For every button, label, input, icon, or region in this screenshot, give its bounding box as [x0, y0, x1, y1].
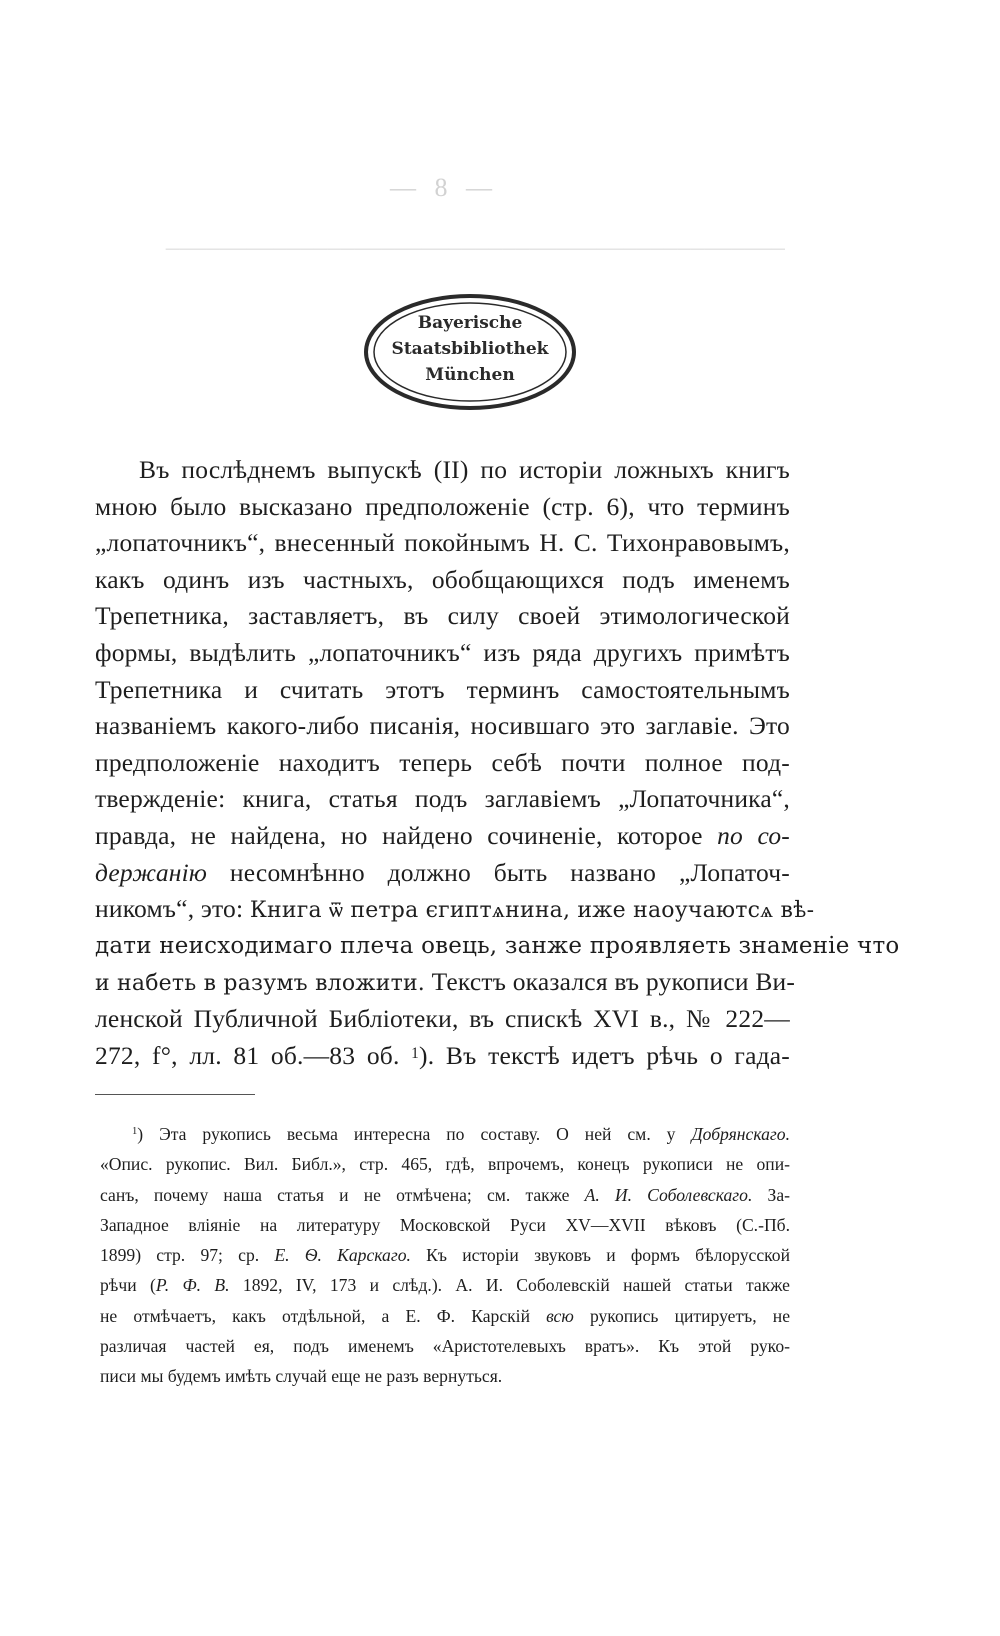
- italic-text: всю: [546, 1305, 574, 1326]
- footnote-line: [100, 1270, 790, 1300]
- body-text: ). Въ текстѣ идетъ рѣчь о гада-: [419, 1040, 790, 1070]
- body-line: формы, выдѣлить „лопаточникъ“ изъ ряда другихъ примѣтъ: [95, 637, 790, 667]
- body-text: несомнѣнно должно быть названо „Лопаточ-: [229, 857, 790, 887]
- body-text: правда, не найдена, но найдено сочиненіе, которое: [95, 820, 703, 850]
- page-number-bleed: — 8 —: [390, 173, 498, 202]
- body-line-slavonic: дати неисходимаго плеча овець, занже проявляеть знаменіе что: [95, 932, 900, 959]
- body-line: [95, 891, 815, 928]
- main-text: [95, 452, 900, 1074]
- footnote-divider: [95, 1094, 255, 1095]
- footnote-line: Западное вліяніе на литературу Московской Руси XV—XVII вѣковъ (С.-Пб.: [100, 1214, 790, 1235]
- body-line: Въ послѣднемъ выпускѣ (II) по исторіи ложныхъ книгъ: [139, 455, 790, 484]
- footnote-line: [100, 1240, 790, 1270]
- italic-text: по со-: [717, 820, 790, 850]
- body-line: [95, 855, 790, 892]
- footnote-text: рѣчи (: [100, 1275, 156, 1296]
- body-line: предположеніе находитъ теперь себѣ почти полное под-: [95, 747, 790, 777]
- stamp-line-1: Bayerische: [417, 313, 523, 333]
- body-line: Трепетника, заставляетъ, въ силу своей этимологической: [95, 601, 790, 631]
- body-line: Трепетника и считать этотъ терминъ самостоятельнымъ: [95, 674, 790, 704]
- bleed-through-text: ──────────────────────────────────────────────: [165, 239, 785, 260]
- body-line: [95, 818, 790, 855]
- body-line: мною было высказано предположеніе (стр. 6), что терминъ: [95, 491, 790, 521]
- italic-text: Р. Ф. В.: [155, 1275, 230, 1296]
- footnote-text: не отмѣчаетъ, какъ отдѣльной, а Е. Ф. Карскій: [100, 1305, 530, 1326]
- body-line: [95, 964, 796, 1001]
- body-line: какъ одинъ изъ частныхъ, обобщающихся подъ именемъ: [95, 564, 790, 594]
- footnote-line: писи мы будемъ имѣть случай еще не разъ вернуться.: [100, 1366, 503, 1387]
- slavonic-title: и набеть в разумъ вложити.: [95, 971, 426, 997]
- italic-text: Добрянскаго.: [691, 1124, 790, 1144]
- body-line: [95, 1038, 790, 1075]
- footnote-text: рукопись цитируетъ, не: [589, 1305, 790, 1326]
- footnote-mark: 1: [132, 1126, 138, 1137]
- body-line: твержденіе: книга, статья подъ заглавіемъ „Лопаточника“,: [95, 784, 790, 814]
- italic-text: Е. Ѳ. Карскаго.: [274, 1245, 411, 1266]
- body-text: 272, f°, лл. 81 об.—83 об.: [95, 1040, 400, 1070]
- library-stamp: [358, 288, 582, 416]
- body-line: названіемъ какого-либо писанія, носившаго это заглавіе. Это: [95, 711, 790, 741]
- body-text: никомъ“, это:: [95, 894, 244, 924]
- footnote-text: Къ исторіи звуковъ и формъ бѣлорусской: [426, 1245, 790, 1266]
- footnote-line: $^1$) Эта рукопись весьма интересна по составу. О ней см. у Добрянскаго.: [132, 1124, 790, 1144]
- body-line: „лопаточникъ“, внесенный покойнымъ Н. С. Тихонравовымъ,: [95, 528, 790, 558]
- footnote-line: [100, 1301, 790, 1331]
- footnote: [100, 1119, 790, 1392]
- body-line: ленской Публичной Библіотеки, въ спискѣ XVI в., № 222—: [95, 1003, 790, 1033]
- footnote-text: 1892, IV, 173 и слѣд.). А. И. Соболевскій нашей статьи также: [242, 1275, 790, 1296]
- library-stamp-graphic: [358, 288, 582, 416]
- footnote-line: различая частей ея, подъ именемъ «Аристотелевыхъ вратъ». Къ этой руко-: [100, 1336, 790, 1357]
- footnote-line: «Опис. рукопис. Вил. Библ.», стр. 465, гдѣ, впрочемъ, конецъ рукописи не опи-: [100, 1154, 790, 1175]
- stamp-line-3: München: [425, 365, 515, 385]
- footnote-text: санъ, почему наша статья и не отмѣчена; см. также: [100, 1184, 570, 1205]
- italic-text: держанію: [95, 857, 208, 887]
- footnote-text: Эта рукопись весьма интересна по составу. О ней см. у: [159, 1124, 676, 1144]
- footnote-text: 1899) стр. 97; ср.: [100, 1245, 260, 1266]
- italic-text: А. И. Соболевскаго.: [584, 1184, 753, 1205]
- slavonic-title: Книга ѿ петра єгиптѧнина, иже наоучаютсѧ вѣ-: [249, 898, 815, 924]
- footnote-text: За-: [767, 1184, 790, 1205]
- body-text: Текстъ оказался въ рукописи Ви-: [431, 967, 796, 997]
- stamp-line-2: Staatsbibliothek: [391, 339, 549, 359]
- footnote-line: [100, 1180, 790, 1210]
- footnote-ref[interactable]: 1: [411, 1044, 420, 1062]
